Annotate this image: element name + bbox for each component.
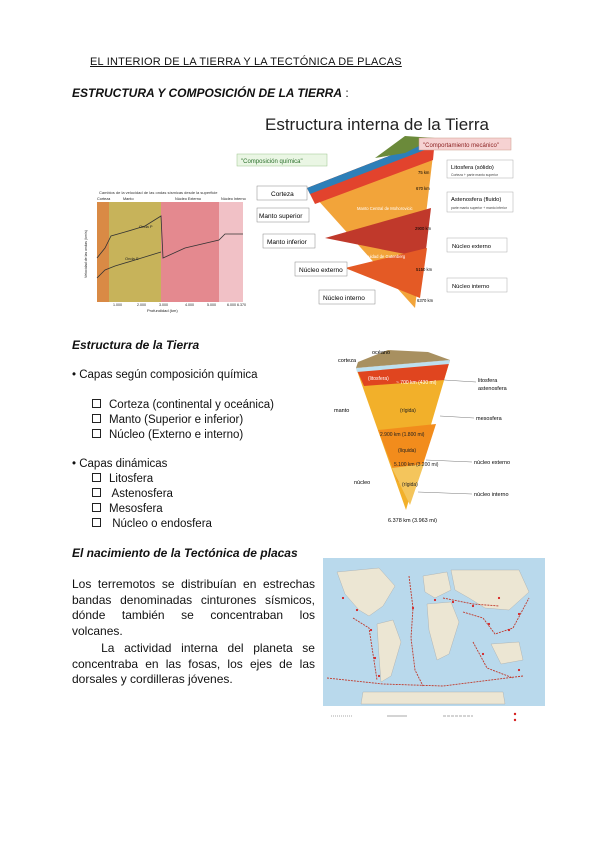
label-nucleo-2: núcleo [354,480,371,486]
figure-internal-structure [75,108,515,313]
label-astenosfera-2: astenosfera [478,386,507,392]
label-nucleo-externo: Núcleo externo [299,267,343,274]
graph-ylabel: Velocidad de las ondas (km/s) [84,230,88,278]
section-heading-estructura: Estructura de la Tierra [72,338,200,352]
graph-xlabel: Profundidad (km) [147,308,178,313]
inner-5100km: 5.100 km (3.200 mi) [394,462,439,468]
inner-label-gutenberg: Discontinuidad de Gutenberg [351,254,406,259]
checkbox-icon [92,399,101,408]
label-nucleo-interno-2: núcleo interno [474,492,509,498]
label-litosfera-2: litosfera [478,378,498,384]
section-heading-estructura-composicion [72,86,349,100]
graph-zone-nucleo-interno: Núcleo Interno [221,197,246,201]
list-item: Litosfera [92,472,212,487]
depth-2900: 2900 km [415,226,432,231]
label-nucleo-interno: Núcleo interno [323,295,365,302]
depth-75: 75 km [418,170,430,175]
list-item: Núcleo o endosfera [92,517,212,532]
inner-liquida: (líquida) [398,448,417,454]
checkbox-icon [92,518,101,527]
figure1-title: Estructura interna de la Tierra [265,115,489,134]
seismic-graph [84,197,246,307]
label-corteza-2: corteza [338,358,357,364]
graph-zone-manto: Manto [123,197,134,201]
label-mesosfera-2: mesosfera [476,416,502,422]
depth-5150: 5150 km [416,267,433,272]
inner-2900km: 2.900 km (1.800 mi) [380,432,425,438]
checkbox-icon [92,429,101,438]
inner-label-moho: Manto Central de Mohorovicic [357,206,413,211]
xtick-3: 3.000 [159,303,168,307]
paragraph-actividad-interna: La actividad interna del planeta se concentraba en las fosas, los ejes de las dorsales y cordilleras jóvenes. [72,641,319,686]
group1-title: • Capas según composición química [72,369,258,381]
document-title: EL INTERIOR DE LA TIERRA Y LA TECTÓNICA DE PLACAS [90,56,402,68]
checkbox-icon [92,414,101,423]
label-oceano: océano [372,350,391,356]
xtick-4: 4.000 [185,303,194,307]
figure-world-seismic-map [323,558,545,728]
label-onda-p: Onda P [139,224,153,229]
figure-earth-layers [318,340,528,530]
label-nucleo-interno-right: Núcleo interno [452,284,490,290]
checkbox-icon [92,473,101,482]
label-astenosfera: Astenosfera (fluido) [451,197,502,203]
map-legend [331,713,516,721]
inner-litosfera: (litosfera) [368,376,389,382]
astenosfera-note: parte manto superior + manto inferior [451,206,507,210]
label-corteza: Corteza [271,191,294,198]
label-nucleo-externo-right: Núcleo externo [452,244,491,250]
section-heading-text: ESTRUCTURA Y COMPOSICIÓN DE LA TIERRA [72,86,343,100]
checkbox-icon [92,488,101,497]
paragraph-cinturones-sismicos: Los terremotos se distribuían en estrechas bandas denominadas cinturones sísmicos, dónde también se concentraban los volcanes. [72,577,315,638]
xtick-5: 5.000 [207,303,216,307]
inner-rigida-1: (rígida) [400,408,416,414]
label-onda-s: Onda S [125,256,139,261]
label-litosfera: Litosfera (sólido) [451,165,494,171]
checkbox-icon [92,503,101,512]
heading-colon: : [345,86,349,100]
litosfera-note: Corteza + parte manto superior [451,173,499,177]
graph-zone-corteza: Corteza [97,197,111,201]
depth-6370: 6370 km [417,298,434,303]
group2-title: • Capas dinámicas [72,458,168,470]
tag-comportamiento-mecanico: "Comportamiento mecánico" [423,143,499,149]
graph-zone-nucleo-externo: Núcleo Externo [175,197,201,201]
list-item: Astenosfera [92,487,212,502]
depth-670: 670 km [416,186,430,191]
xtick-7: 6.370 [237,303,246,307]
label-manto-inferior: Manto inferior [267,239,307,246]
list-item: Manto (Superior e inferior) [92,413,274,428]
xtick-1: 1.000 [113,303,122,307]
list-item: Núcleo (Externo e interno) [92,428,274,443]
xtick-6: 6.000 [227,303,236,307]
label-radio-total: 6.378 km (3.963 mi) [388,518,437,524]
label-manto-superior: Manto superior [259,213,303,220]
list-item: Mesosfera [92,502,212,517]
label-nucleo-externo-2: núcleo externo [474,460,511,466]
inner-700km: ~ 700 km (430 mi) [396,380,437,386]
inner-rigida-2: (rígida) [402,482,418,488]
graph-title: Cambios de la velocidad de las ondas sísmicas desde la superficie [99,190,218,195]
list-dinamicas [92,472,212,532]
xtick-2: 2.000 [137,303,146,307]
label-manto-2: manto [334,408,350,414]
section-heading-tectonica: El nacimiento de la Tectónica de placas [72,546,298,560]
list-item: Corteza (continental y oceánica) [92,398,274,413]
list-composicion [92,398,274,443]
tag-composicion-quimica: "Composición química" [241,159,303,165]
